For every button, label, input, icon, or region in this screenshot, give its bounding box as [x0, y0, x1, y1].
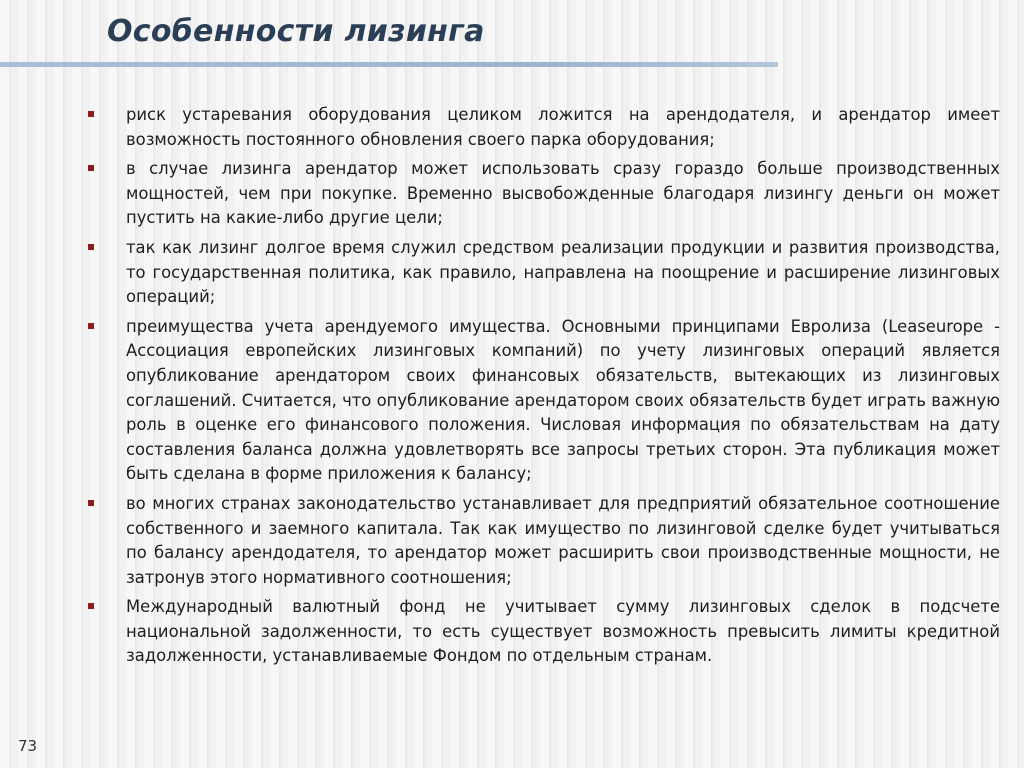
slide-title: Особенности лизинга	[107, 14, 485, 49]
bullet-item-4	[88, 315, 1000, 487]
bullet-item-2	[88, 157, 1000, 231]
bullet-item-3	[88, 236, 1000, 310]
square-bullet-icon	[88, 165, 94, 171]
bullet-text-1: риск устаревания оборудования целиком ложится на арендодателя, и арендатор имеет возможность постоянного обновления своего парка оборудования;	[126, 105, 1000, 149]
bullet-list	[88, 103, 1000, 674]
bullet-text-3: так как лизинг долгое время служил средством реализации продукции и развития производства, то государственная политика, как правило, направлена на поощрение и расширение лизинговых операций;	[126, 237, 1000, 307]
bullet-text-5: во многих странах законодательство устанавливает для предприятий обязательное соотношение собственного и заемного капитала. Так как имущество по лизинговой сделке будет учитываться по балансу арендодателя, то арендатор может расширить свои производственные мощности, не затронув этого нормативного соотношения;	[126, 493, 1000, 587]
title-underline	[0, 62, 778, 67]
bullet-text-4: преимущества учета арендуемого имущества. Основными принципами Евролиза (Leaseurope - Ассоциация европейских лизинговых компаний) по учету лизинговых операций является опубликование арендатором своих финансовых обязательств, вытекающих из лизинговых соглашений. Считается, что опубликование арендатором своих обязательств будет играть важную роль в оценке его финансового положения. Числовая информация по обязательствам на дату составления баланса должна удовлетворять все запросы третьих сторон. Эта публикация может быть сделана в форме приложения к балансу;	[126, 316, 1000, 484]
square-bullet-icon	[88, 603, 94, 609]
square-bullet-icon	[88, 111, 94, 117]
bullet-item-1	[88, 103, 1000, 152]
bullet-text-6: Международный валютный фонд не учитывает сумму лизинговых сделок в подсчете национальной задолженности, то есть существует возможность превысить лимиты кредитной задолженности, устанавливаемые Фондом по отдельным странам.	[126, 597, 1000, 666]
square-bullet-icon	[88, 244, 94, 250]
square-bullet-icon	[88, 323, 94, 329]
bullet-item-5	[88, 492, 1000, 590]
page-number: 73	[18, 737, 38, 755]
bullet-item-6	[88, 595, 1000, 669]
square-bullet-icon	[88, 500, 94, 506]
bullet-text-2: в случае лизинга арендатор может использовать сразу гораздо больше производственных мощностей, чем при покупке. Временно высвобожденные благодаря лизингу деньги он может пустить на какие-либо другие цели;	[126, 159, 1000, 228]
